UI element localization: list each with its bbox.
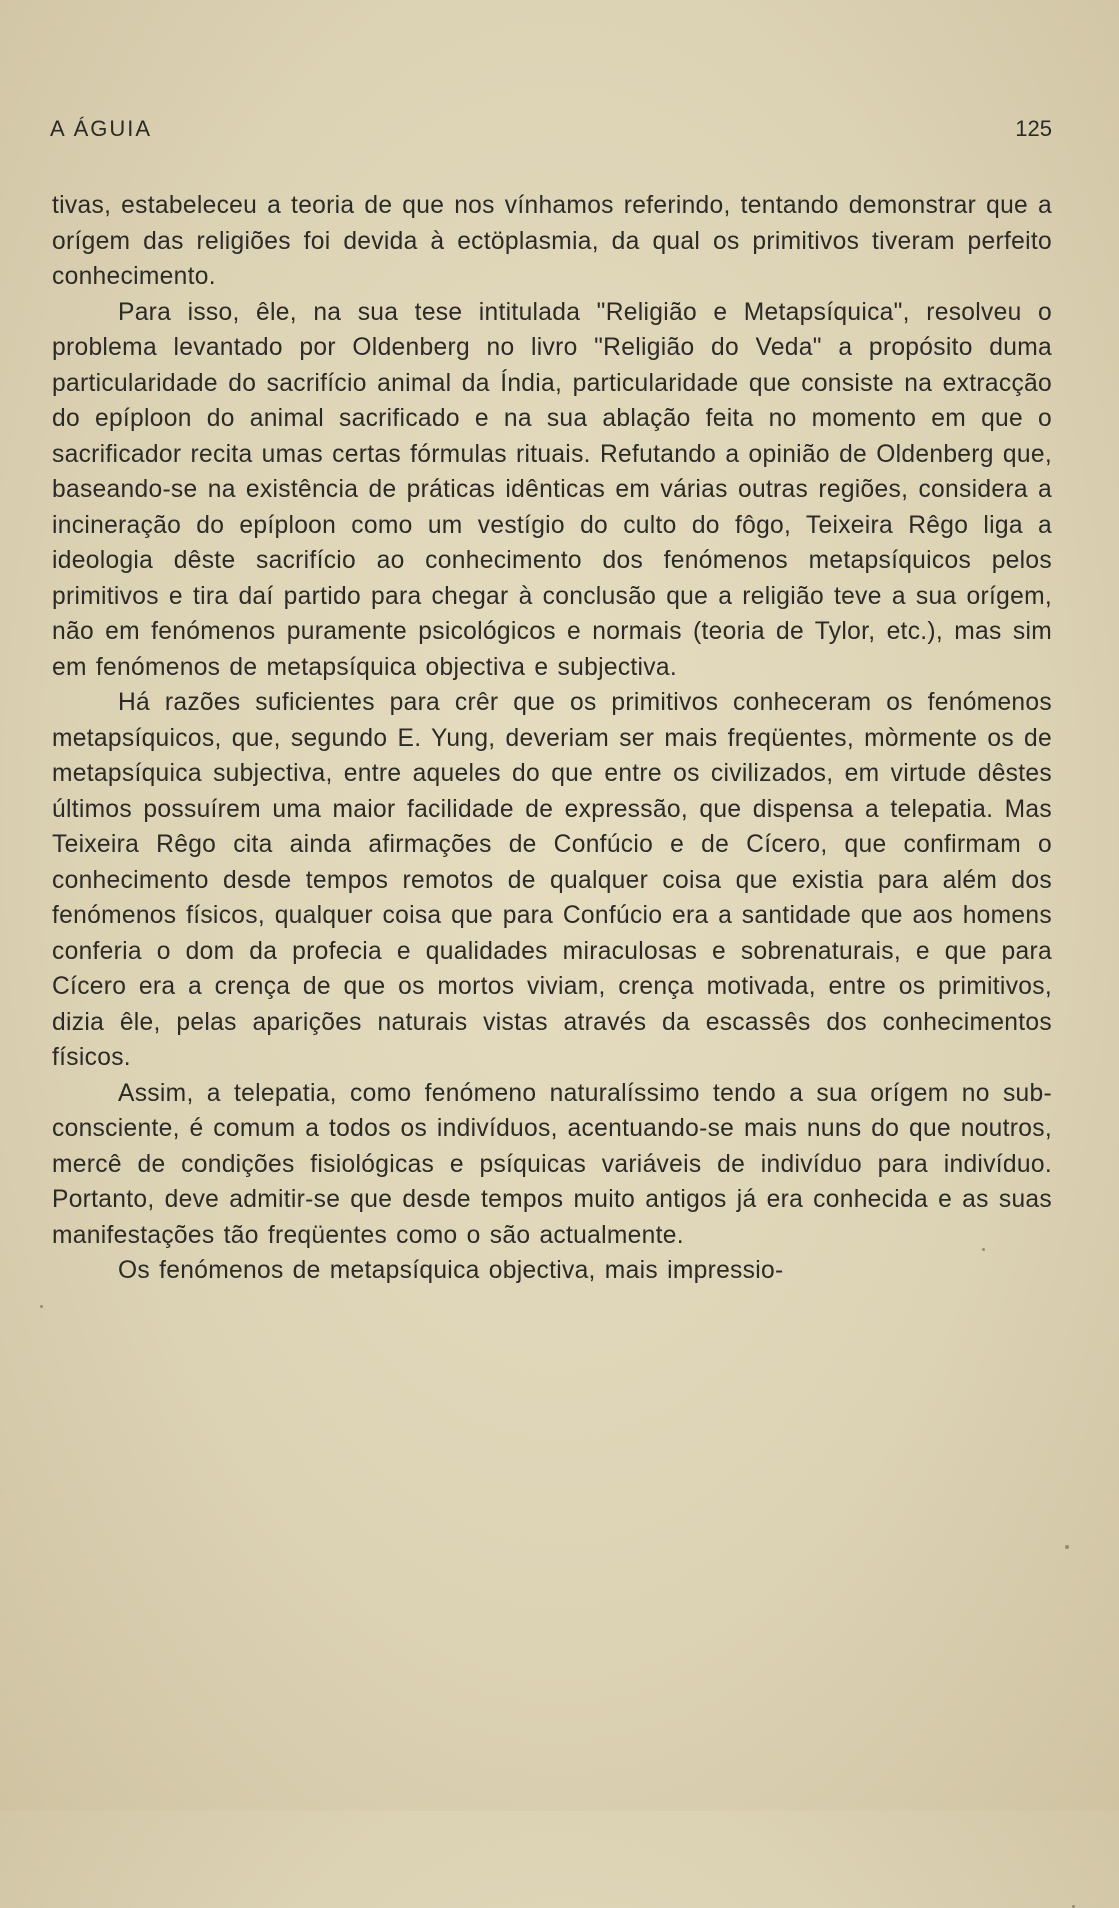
paper-speck bbox=[982, 1248, 985, 1251]
paragraph-4: Assim, a telepatia, como fenómeno naturalíssimo tendo a sua orígem no sub-consciente, é comum a todos os indivíduos, acentuando-se mais nuns do que noutros, mercê de condições fisiológicas e psíquicas variáveis de indivíduo para indivíduo. Portanto, deve admitir-se que desde tempos muito antigos já era conhecida e as suas manifestações tão freqüentes como o são actualmente. bbox=[52, 1079, 1052, 1249]
paragraph-2: Para isso, êle, na sua tese intitulada "Religião e Metapsíquica", resolveu o problema levantado por Oldenberg no livro "Religião do Veda" a propósito duma particularidade do sacrifício animal da Índia, particularidade que consiste na extracção do epíploon do animal sacrificado e na sua ablação feita no momento em que o sacrificador recita umas certas fórmulas rituais. Refutando a opinião de Oldenberg que, baseando-se na existência de práticas idênticas em várias outras regiões, considera a incineração do epíploon como um vestígio do culto do fôgo, Teixeira Rêgo liga a ideologia dêste sacrifício ao conhecimento dos fenómenos metapsíquicos pelos primitivos e tira daí partido para chegar à conclusão que a religião teve a sua orígem, não em fenómenos puramente psicológicos e normais (teoria de Tylor, etc.), mas sim em fenómenos de metapsíquica objectiva e subjectiva. bbox=[52, 298, 1052, 681]
paper-speck bbox=[1065, 1545, 1069, 1549]
body-text bbox=[52, 188, 1052, 1289]
running-title: A ÁGUIA bbox=[50, 116, 153, 141]
paragraph-3: Há razões suficientes para crêr que os primitivos conheceram os fenómenos metapsíquicos, que, segundo E. Yung, deveriam ser mais freqüentes, mòrmente os de metapsíquica subjectiva, entre aqueles do que entre os civilizados, em virtude dêstes últimos possuírem uma maior facilidade de expressão, que dispensa a telepatia. Mas Teixeira Rêgo cita ainda afirmações de Confúcio e de Cícero, que confirmam o conhecimento desde tempos remotos de qualquer coisa que existia para além dos fenómenos físicos, qualquer coisa que para Confúcio era a santidade que aos homens conferia o dom da profecia e qualidades miraculosas e sobrenaturais, e que para Cícero era a crença de que os mortos viviam, crença motivada, entre os primitivos, dizia êle, pelas aparições naturais vistas através da escassês dos conhecimentos físicos. bbox=[52, 689, 1052, 1071]
paper-speck bbox=[40, 1305, 43, 1308]
page-header bbox=[50, 116, 1052, 146]
paragraph-5: Os fenómenos de metapsíquica objectiva, mais impressio- bbox=[118, 1257, 784, 1284]
page-number: 125 bbox=[1015, 116, 1052, 141]
paragraph-1: tivas, estabeleceu a teoria de que nos vínhamos referindo, tentando demonstrar que a orígem das religiões foi devida à ectöplasmia, da qual os primitivos tiveram perfeito conhecimento. bbox=[52, 192, 1052, 290]
